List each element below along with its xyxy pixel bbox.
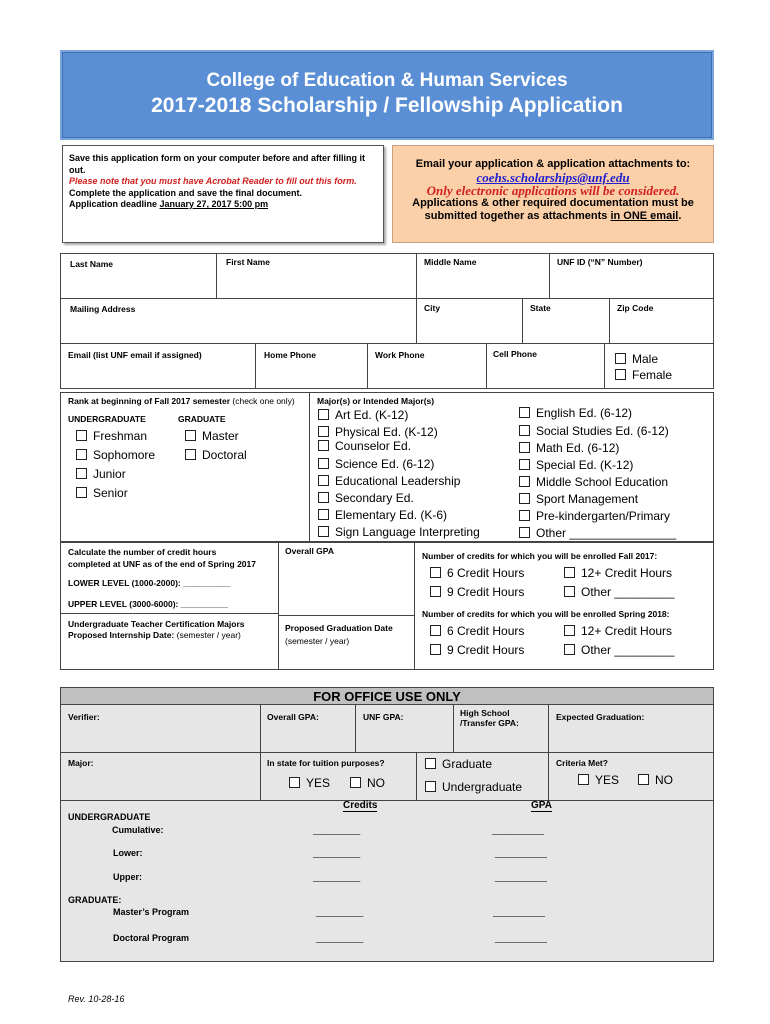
state-field[interactable]: State bbox=[530, 303, 551, 313]
office-graduate-label: Graduate bbox=[442, 757, 493, 771]
senior-label: Senior bbox=[93, 486, 128, 500]
master-label: Master bbox=[202, 429, 239, 443]
teacher-cert-heading: Undergraduate Teacher Certification Majors bbox=[68, 619, 245, 629]
hs-gpa-label-line2: /Transfer GPA: bbox=[460, 718, 519, 728]
major-checkbox[interactable] bbox=[318, 426, 329, 437]
major-checkbox[interactable] bbox=[318, 526, 329, 537]
spring-other-label: Other _________ bbox=[581, 643, 675, 657]
major-checkbox[interactable] bbox=[318, 458, 329, 469]
office-graduate-checkbox[interactable] bbox=[425, 758, 436, 769]
major-checkbox[interactable] bbox=[519, 459, 530, 470]
internship-date-note: (semester / year) bbox=[176, 630, 241, 640]
fall-9-label: 9 Credit Hours bbox=[447, 585, 525, 599]
other-major-label: Other ________________ bbox=[536, 526, 677, 540]
upper-level-field[interactable]: UPPER LEVEL (3000-6000): __________ bbox=[68, 599, 229, 609]
office-undergraduate-heading: UNDERGRADUATE bbox=[68, 812, 151, 822]
cumulative-credits-blank[interactable]: __________ bbox=[313, 825, 361, 835]
sophomore-label: Sophomore bbox=[93, 448, 156, 462]
criteria-yes-label: YES bbox=[595, 773, 620, 787]
city-field[interactable]: City bbox=[424, 303, 441, 313]
spring-credits-title: Number of credits for which you will be enrolled Spring 2018: bbox=[422, 609, 670, 619]
masters-program-label: Master’s Program bbox=[113, 907, 190, 917]
fall-9-checkbox[interactable] bbox=[430, 586, 441, 597]
major-checkbox[interactable] bbox=[519, 407, 530, 418]
college-title: College of Education & Human Services bbox=[206, 70, 568, 91]
major-option[interactable] bbox=[318, 508, 447, 522]
zip-code-field[interactable]: Zip Code bbox=[617, 303, 654, 313]
spring-12-checkbox[interactable] bbox=[564, 625, 575, 636]
instate-no-checkbox[interactable] bbox=[350, 777, 361, 788]
major-label: Pre-kindergarten/Primary bbox=[536, 509, 671, 523]
office-graduate-option[interactable] bbox=[425, 757, 492, 771]
lower-label: Lower: bbox=[113, 848, 143, 858]
work-phone-field[interactable]: Work Phone bbox=[375, 350, 425, 360]
graduation-date-field[interactable]: Proposed Graduation Date bbox=[285, 623, 393, 633]
cell-phone-field[interactable]: Cell Phone bbox=[493, 349, 537, 359]
rank-title-text: Rank at beginning of Fall 2017 semester bbox=[68, 396, 233, 406]
instruction-save: Save this application form on your computer before and after filling it out. bbox=[69, 153, 366, 175]
major-option[interactable] bbox=[318, 408, 408, 422]
major-label: Elementary Ed. (K-6) bbox=[335, 508, 448, 522]
major-label: English Ed. (6-12) bbox=[536, 406, 633, 420]
major-label: Social Studies Ed. (6-12) bbox=[536, 424, 669, 438]
major-label: Sign Language Interpreting bbox=[335, 525, 480, 539]
cumulative-gpa-blank[interactable]: ___________ bbox=[492, 825, 545, 835]
office-overall-gpa-field[interactable]: Overall GPA: bbox=[267, 712, 319, 722]
major-checkbox[interactable] bbox=[318, 492, 329, 503]
one-email-emphasis: in ONE email bbox=[610, 210, 679, 222]
major-label: Math Ed. (6-12) bbox=[536, 441, 620, 455]
major-option[interactable] bbox=[318, 525, 480, 539]
spring-6-credits[interactable] bbox=[430, 624, 524, 638]
hs-gpa-label-line1: High School bbox=[460, 708, 510, 718]
major-option[interactable] bbox=[318, 457, 434, 471]
major-checkbox[interactable] bbox=[519, 442, 530, 453]
lower-gpa-blank[interactable]: ___________ bbox=[495, 848, 548, 858]
rank-sophomore[interactable] bbox=[76, 448, 155, 462]
overall-gpa-field[interactable]: Overall GPA bbox=[285, 546, 334, 556]
first-name-field[interactable]: First Name bbox=[226, 257, 270, 267]
office-undergraduate-checkbox[interactable] bbox=[425, 781, 436, 792]
criteria-yes-checkbox[interactable] bbox=[578, 774, 589, 785]
masters-credits-blank[interactable]: __________ bbox=[316, 907, 364, 917]
instate-yes-label: YES bbox=[306, 776, 331, 790]
lower-level-field[interactable]: LOWER LEVEL (1000-2000): __________ bbox=[68, 578, 231, 588]
hs-transfer-gpa-field[interactable] bbox=[460, 708, 519, 728]
rank-title bbox=[68, 396, 295, 406]
major-checkbox[interactable] bbox=[318, 440, 329, 451]
fall-6-label: 6 Credit Hours bbox=[447, 566, 525, 580]
office-graduate-heading: GRADUATE: bbox=[68, 895, 122, 905]
major-label: Middle School Education bbox=[536, 475, 669, 489]
major-checkbox[interactable] bbox=[318, 509, 329, 520]
doctoral-gpa-blank[interactable]: ___________ bbox=[495, 933, 548, 943]
upper-gpa-blank[interactable]: ___________ bbox=[495, 872, 548, 882]
spring-9-label: 9 Credit Hours bbox=[447, 643, 525, 657]
fall-other-credits[interactable] bbox=[564, 585, 674, 599]
unf-id-field[interactable]: UNF ID (“N” Number) bbox=[557, 257, 643, 267]
verifier-field[interactable]: Verifier: bbox=[68, 712, 100, 722]
doctoral-label: Doctoral bbox=[202, 448, 247, 462]
gender-male-option[interactable] bbox=[615, 352, 658, 366]
major-label: Special Ed. (K-12) bbox=[536, 458, 634, 472]
female-label: Female bbox=[632, 368, 673, 382]
fall-12-checkbox[interactable] bbox=[564, 567, 575, 578]
spring-other-checkbox[interactable] bbox=[564, 644, 575, 655]
criteria-met-label: Criteria Met? bbox=[556, 758, 608, 768]
criteria-no-checkbox[interactable] bbox=[638, 774, 649, 785]
spring-6-label: 6 Credit Hours bbox=[447, 624, 525, 638]
major-label: Counselor Ed. bbox=[335, 439, 412, 453]
fall-other-label: Other _________ bbox=[581, 585, 675, 599]
major-label: Sport Management bbox=[536, 492, 639, 506]
major-checkbox[interactable] bbox=[519, 510, 530, 521]
senior-checkbox[interactable] bbox=[76, 487, 87, 498]
middle-name-field[interactable]: Middle Name bbox=[424, 257, 477, 267]
gpa-heading-text: GPA bbox=[531, 800, 552, 811]
gender-female-option[interactable] bbox=[615, 368, 672, 382]
email-note-line1: Applications & other required documentation must be bbox=[412, 197, 694, 209]
junior-checkbox[interactable] bbox=[76, 468, 87, 479]
rank-senior[interactable] bbox=[76, 486, 128, 500]
calc-credits-line1: Calculate the number of credit hours bbox=[68, 547, 217, 557]
application-title: 2017-2018 Scholarship / Fellowship Application bbox=[151, 94, 623, 117]
rank-title-note: (check one only) bbox=[232, 396, 295, 406]
deadline-line bbox=[69, 199, 377, 211]
graduation-date-note: (semester / year) bbox=[285, 636, 350, 646]
doctoral-program-label: Doctoral Program bbox=[113, 933, 190, 943]
deadline-label: Application deadline bbox=[69, 199, 160, 209]
male-label: Male bbox=[632, 352, 659, 366]
office-undergraduate-option[interactable] bbox=[425, 780, 522, 794]
office-major-field[interactable]: Major: bbox=[68, 758, 94, 768]
expected-graduation-field[interactable]: Expected Graduation: bbox=[556, 712, 645, 722]
fall-12-credits[interactable] bbox=[564, 566, 672, 580]
header-banner bbox=[60, 50, 714, 140]
spring-other-credits[interactable] bbox=[564, 643, 674, 657]
deadline-date: January 27, 2017 5:00 pm bbox=[159, 199, 269, 209]
email-instructions-box bbox=[392, 145, 714, 243]
male-checkbox[interactable] bbox=[615, 353, 626, 364]
instruction-acrobat-note: Please note that you must have Acrobat Reader to fill out this form. bbox=[69, 176, 357, 186]
doctoral-credits-blank[interactable]: __________ bbox=[316, 933, 364, 943]
master-checkbox[interactable] bbox=[185, 430, 196, 441]
office-undergraduate-label: Undergraduate bbox=[442, 780, 523, 794]
calc-credits-line2: completed at UNF as of the end of Spring 2017 bbox=[68, 559, 256, 569]
instate-no[interactable] bbox=[350, 776, 385, 790]
spring-12-credits[interactable] bbox=[564, 624, 672, 638]
freshman-label: Freshman bbox=[93, 429, 148, 443]
major-checkbox[interactable] bbox=[519, 493, 530, 504]
instructions-box bbox=[62, 145, 384, 243]
graduate-heading: GRADUATE bbox=[178, 414, 226, 424]
spring-12-label: 12+ Credit Hours bbox=[581, 624, 673, 638]
major-option[interactable] bbox=[318, 474, 460, 488]
fall-credits-title: Number of credits for which you will be enrolled Fall 2017: bbox=[422, 551, 658, 561]
gpa-column-heading bbox=[531, 800, 552, 812]
major-option-other[interactable] bbox=[519, 526, 676, 540]
spring-9-checkbox[interactable] bbox=[430, 644, 441, 655]
major-option[interactable] bbox=[318, 491, 414, 505]
last-name-field[interactable]: Last Name bbox=[70, 259, 113, 269]
email-heading: Email your application & application attachments to: bbox=[415, 158, 691, 170]
rank-freshman[interactable] bbox=[76, 429, 147, 443]
major-checkbox[interactable] bbox=[519, 476, 530, 487]
major-label: Educational Leadership bbox=[335, 474, 461, 488]
office-unf-gpa-field[interactable]: UNF GPA: bbox=[363, 712, 404, 722]
major-checkbox[interactable] bbox=[519, 425, 530, 436]
major-option[interactable] bbox=[519, 509, 670, 523]
major-option[interactable] bbox=[519, 424, 669, 438]
fall-other-checkbox[interactable] bbox=[564, 586, 575, 597]
major-option[interactable] bbox=[519, 492, 638, 506]
major-option[interactable] bbox=[318, 425, 438, 439]
fall-12-label: 12+ Credit Hours bbox=[581, 566, 673, 580]
spring-9-credits[interactable] bbox=[430, 643, 524, 657]
instate-label: In state for tuition purposes? bbox=[267, 758, 385, 768]
instate-yes-checkbox[interactable] bbox=[289, 777, 300, 788]
criteria-no[interactable] bbox=[638, 773, 673, 787]
fall-6-checkbox[interactable] bbox=[430, 567, 441, 578]
masters-gpa-blank[interactable]: ___________ bbox=[493, 907, 546, 917]
scholarship-email-link[interactable]: coehs.scholarships@unf.edu bbox=[476, 170, 630, 185]
lower-credits-blank[interactable]: __________ bbox=[313, 848, 361, 858]
email-note-period: . bbox=[678, 210, 682, 222]
internship-date-field[interactable] bbox=[68, 630, 241, 640]
junior-label: Junior bbox=[93, 467, 126, 481]
major-label: Art Ed. (K-12) bbox=[335, 408, 409, 422]
freshman-checkbox[interactable] bbox=[76, 430, 87, 441]
electronic-only-note: Only electronic applications will be considered. bbox=[426, 183, 680, 198]
email-note-line2 bbox=[393, 210, 713, 223]
instate-yes[interactable] bbox=[289, 776, 330, 790]
instate-no-label: NO bbox=[367, 776, 385, 790]
email-field[interactable]: Email (list UNF email if assigned) bbox=[68, 350, 202, 360]
spring-6-checkbox[interactable] bbox=[430, 625, 441, 636]
credits-column-heading bbox=[343, 800, 377, 812]
cumulative-label: Cumulative: bbox=[112, 825, 164, 835]
major-option[interactable] bbox=[318, 439, 411, 453]
major-checkbox[interactable] bbox=[318, 409, 329, 420]
fall-9-credits[interactable] bbox=[430, 585, 524, 599]
upper-credits-blank[interactable]: __________ bbox=[313, 872, 361, 882]
undergraduate-heading: UNDERGRADUATE bbox=[68, 414, 146, 424]
major-option[interactable] bbox=[519, 458, 633, 472]
major-label: Physical Ed. (K-12) bbox=[335, 425, 438, 439]
major-option[interactable] bbox=[519, 441, 619, 455]
instruction-complete: Complete the application and save the final document. bbox=[69, 187, 303, 198]
revision-date: Rev. 10-28-16 bbox=[68, 994, 125, 1004]
rank-junior[interactable] bbox=[76, 467, 126, 481]
majors-title: Major(s) or Intended Major(s) bbox=[317, 396, 435, 406]
female-checkbox[interactable] bbox=[615, 369, 626, 380]
criteria-yes[interactable] bbox=[578, 773, 619, 787]
major-label: Science Ed. (6-12) bbox=[335, 457, 435, 471]
major-option[interactable] bbox=[519, 406, 632, 420]
rank-master[interactable] bbox=[185, 429, 239, 443]
upper-label: Upper: bbox=[113, 872, 142, 882]
major-label: Secondary Ed. bbox=[335, 491, 414, 505]
doctoral-checkbox[interactable] bbox=[185, 449, 196, 460]
email-note-text: submitted together as attachments bbox=[424, 210, 611, 222]
major-option[interactable] bbox=[519, 475, 668, 489]
mailing-address-field[interactable]: Mailing Address bbox=[70, 304, 136, 314]
sophomore-checkbox[interactable] bbox=[76, 449, 87, 460]
credits-heading-text: Credits bbox=[343, 800, 378, 811]
internship-date-label: Proposed Internship Date: bbox=[68, 630, 177, 640]
fall-6-credits[interactable] bbox=[430, 566, 524, 580]
rank-doctoral[interactable] bbox=[185, 448, 247, 462]
other-major-checkbox[interactable] bbox=[519, 527, 530, 538]
home-phone-field[interactable]: Home Phone bbox=[264, 350, 316, 360]
major-checkbox[interactable] bbox=[318, 475, 329, 486]
criteria-no-label: NO bbox=[655, 773, 673, 787]
office-use-title: FOR OFFICE USE ONLY bbox=[61, 688, 713, 705]
